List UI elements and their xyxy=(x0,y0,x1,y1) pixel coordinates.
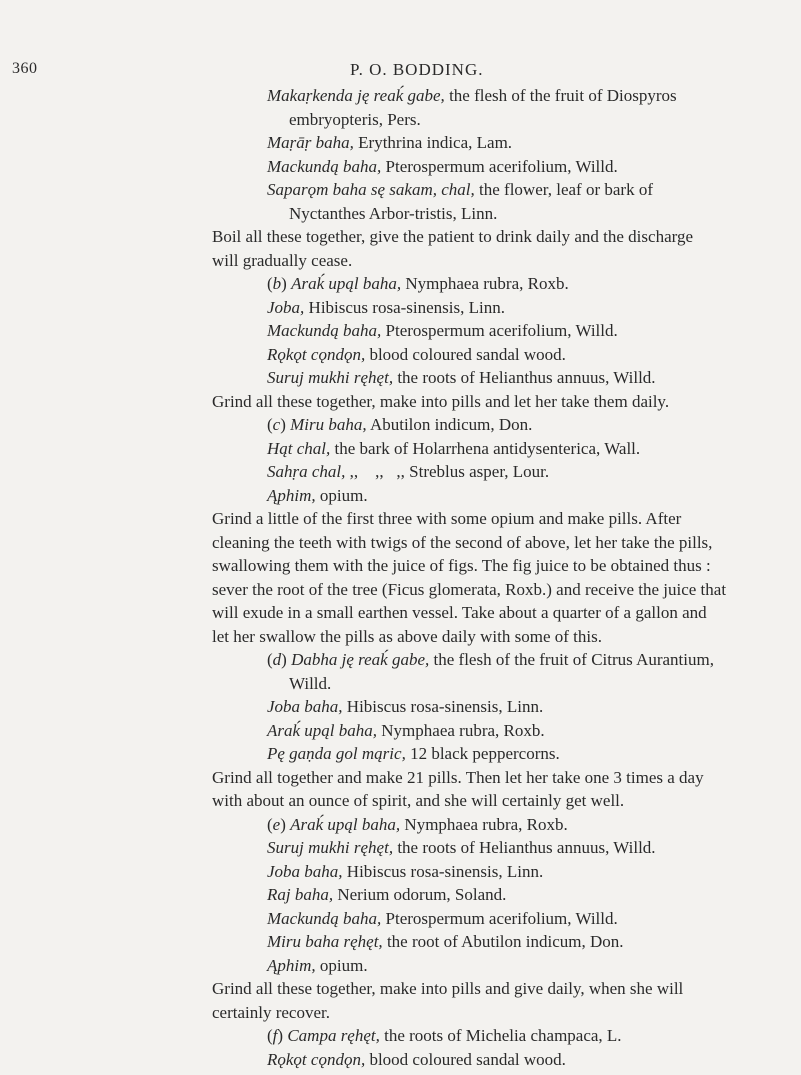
text-line: embryopteris, Pers. xyxy=(289,109,421,129)
page-header xyxy=(0,60,801,86)
text-line: Hąt chal, the bark of Holarrhena antidysenterica, Wall. xyxy=(267,438,641,458)
text-line: Suruj mukhi ręhęt, the roots of Helianthus annuus, Willd. xyxy=(267,838,656,857)
text-line: Rǫkǫt cǫndǫn, blood coloured sandal wood. xyxy=(267,344,566,364)
text-line: Joba, Hibiscus rosa-sinensis, Linn. xyxy=(267,297,505,317)
text-line: Grind all these together, make into pills and give daily, when she will xyxy=(212,979,684,998)
text-line: Joba baha, Hibiscus rosa-sinensis, Linn. xyxy=(267,861,544,881)
text-line: Joba baha, Hibiscus rosa-sinensis, Linn. xyxy=(267,697,544,716)
text-line: sever the root of the tree (Ficus glomerata, Roxb.) and receive the juice that xyxy=(212,579,727,599)
text-line: will exude in a small earthen vessel. Take about a quarter of a gallon and xyxy=(212,603,707,622)
text-line: Rǫkǫt cǫndǫn, blood coloured sandal wood. xyxy=(267,1049,566,1069)
text-line: Boil all these together, give the patient to drink daily and the discharge xyxy=(212,227,694,246)
text-line: Suruj mukhi ręhęt, the roots of Helianthus annuus, Willd. xyxy=(267,368,656,387)
text-line: Sahṛa chal, ,, ,, ,, Streblus asper, Lour. xyxy=(267,462,550,481)
text-line: let her swallow the pills as above daily with some of this. xyxy=(212,626,602,646)
text-line: Araḱ upąl baha, Nymphaea rubra, Roxb. xyxy=(267,720,545,740)
text-line: (f) Campa ręhęt, the roots of Michelia champaca, L. xyxy=(267,1026,622,1045)
text-line: will gradually cease. xyxy=(212,250,353,270)
text-line: (b) Araḱ upąl baha, Nymphaea rubra, Roxb. xyxy=(267,274,569,293)
text-line: Miru baha ręhęt, the root of Abutilon indicum, Don. xyxy=(267,932,624,951)
text-line: Ąphim, opium. xyxy=(267,955,368,975)
text-line: swallowing them with the juice of figs. The fig juice to be obtained thus : xyxy=(212,556,711,575)
text-line: Willd. xyxy=(289,673,332,693)
text-line: cleaning the teeth with twigs of the second of above, let her take the pills, xyxy=(212,532,713,552)
text-line: Pę gaṇda gol mąric, 12 black peppercorns. xyxy=(267,744,560,763)
text-line: (c) Miru baha, Abutilon indicum, Don. xyxy=(267,415,533,434)
text-line: Saparǫm baha sę sakam, chal, the flower, leaf or bark of xyxy=(267,180,653,199)
text-line: (d) Dabha ję reaḱ gabe, the flesh of the fruit of Citrus Aurantium, xyxy=(267,650,714,669)
text-line: Makaṛkenda ję reaḱ gabe, the flesh of the fruit of Diospyros xyxy=(267,86,677,105)
text-line: Nyctanthes Arbor-tristis, Linn. xyxy=(289,203,498,223)
text-line: certainly recover. xyxy=(212,1002,330,1022)
text-line: Maṛāṛ baha, Erythrina indica, Lam. xyxy=(267,133,513,152)
text-line: Grind all these together, make into pills and let her take them daily. xyxy=(212,391,670,411)
body-text xyxy=(212,84,752,1071)
text-line: Mackundą baha, Pterospermum acerifolium, Willd. xyxy=(267,908,618,928)
running-title: P. O. BODDING. xyxy=(350,60,484,79)
page-number: 360 xyxy=(12,60,38,77)
text-line: Raj baha, Nerium odorum, Soland. xyxy=(267,885,507,904)
text-line: Mackundą baha, Pterospermum acerifolium, Willd. xyxy=(267,156,618,176)
text-line: with about an ounce of spirit, and she will certainly get well. xyxy=(212,791,625,810)
text-line: Mackundą baha, Pterospermum acerifolium, Willd. xyxy=(267,321,618,340)
text-line: Grind all together and make 21 pills. Then let her take one 3 times a day xyxy=(212,767,704,787)
text-line: Ąphim, opium. xyxy=(267,485,368,505)
text-line: Grind a little of the first three with some opium and make pills. After xyxy=(212,509,682,528)
text-line: (e) Araḱ upąl baha, Nymphaea rubra, Roxb. xyxy=(267,814,568,834)
